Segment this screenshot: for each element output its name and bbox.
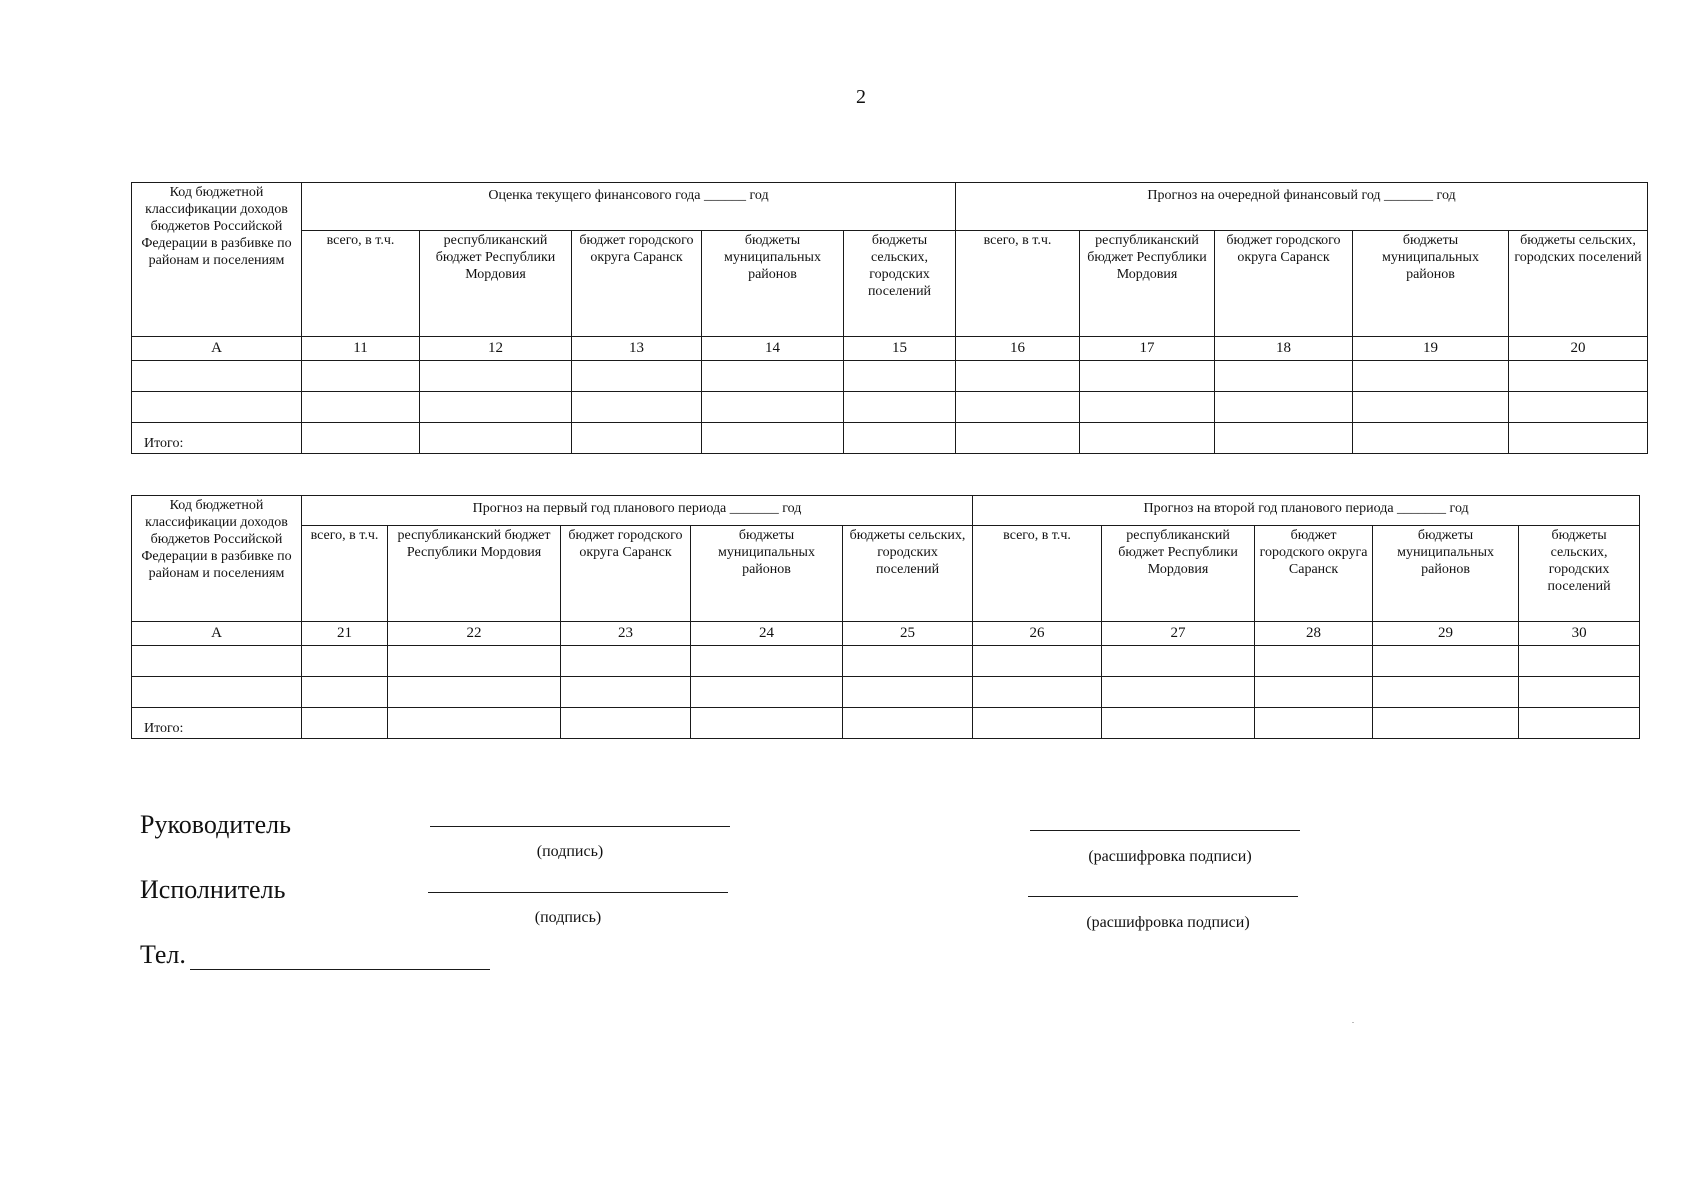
column-number: 11	[302, 337, 420, 361]
group-header-current-year: Оценка текущего финансового года ______ год	[302, 183, 956, 231]
column-number: 20	[1509, 337, 1648, 361]
phone-label: Тел.	[140, 940, 186, 969]
column-header: бюджет городского округа Саранск	[561, 526, 691, 622]
executor-decoding-line[interactable]	[1028, 896, 1298, 897]
group-header-first-planning-year: Прогноз на первый год планового периода _______ год	[302, 496, 973, 526]
budget-table-planning-period	[131, 495, 1640, 739]
total-label: Итого:	[132, 423, 302, 454]
column-header: бюджеты сельских, городских поселений	[844, 231, 956, 337]
table-row	[132, 677, 1640, 708]
code-header: Код бюджетной классификации доходов бюджетов Российской Федерации в разбивке по районам и поселениям	[132, 183, 302, 337]
executor-label: Исполнитель	[140, 875, 286, 904]
column-number: 17	[1080, 337, 1215, 361]
column-number: 29	[1373, 622, 1519, 646]
column-number: 21	[302, 622, 388, 646]
column-header: бюджет городского округа Саранск	[1255, 526, 1373, 622]
table-row	[132, 646, 1640, 677]
column-number: 30	[1519, 622, 1640, 646]
column-number: А	[132, 337, 302, 361]
total-row	[132, 423, 1648, 454]
column-number: 23	[561, 622, 691, 646]
column-header: всего, в т.ч.	[302, 231, 420, 337]
group-header-second-planning-year: Прогноз на второй год планового периода _______ год	[973, 496, 1640, 526]
total-row	[132, 708, 1640, 739]
column-header: бюджеты муниципальных районов	[1353, 231, 1509, 337]
executor-signature-caption: (подпись)	[534, 909, 602, 926]
column-header: бюджеты муниципальных районов	[691, 526, 843, 622]
column-header: бюджеты муниципальных районов	[1373, 526, 1519, 622]
column-number: 25	[843, 622, 973, 646]
code-header: Код бюджетной классификации доходов бюджетов Российской Федерации в разбивке по районам и поселениям	[132, 496, 302, 622]
table-row	[132, 392, 1648, 423]
head-label: Руководитель	[140, 810, 291, 839]
table-row	[132, 361, 1648, 392]
column-number: 22	[388, 622, 561, 646]
column-number: 28	[1255, 622, 1373, 646]
column-header: всего, в т.ч.	[956, 231, 1080, 337]
column-number: 14	[702, 337, 844, 361]
head-decoding-line[interactable]	[1030, 830, 1300, 831]
column-number: 26	[973, 622, 1102, 646]
total-label: Итого:	[132, 708, 302, 739]
column-number: 18	[1215, 337, 1353, 361]
group-header-next-year: Прогноз на очередной финансовый год _______ год	[956, 183, 1648, 231]
column-header: бюджеты сельских, городских поселений	[843, 526, 973, 622]
page-number: 2	[856, 86, 866, 108]
executor-signature-line[interactable]	[428, 892, 728, 893]
column-header: бюджеты муниципальных районов	[702, 231, 844, 337]
column-number: 19	[1353, 337, 1509, 361]
head-signature-caption: (подпись)	[536, 843, 604, 860]
column-header: республиканский бюджет Республики Мордовия	[1080, 231, 1215, 337]
scan-speck	[1352, 1022, 1354, 1023]
column-number: 16	[956, 337, 1080, 361]
head-decoding-caption: (расшифровка подписи)	[1088, 848, 1252, 865]
column-number: 24	[691, 622, 843, 646]
column-number: А	[132, 622, 302, 646]
column-number: 13	[572, 337, 702, 361]
column-header: бюджет городского округа Саранск	[572, 231, 702, 337]
column-number: 12	[420, 337, 572, 361]
column-header: республиканский бюджет Республики Мордовия	[420, 231, 572, 337]
column-number: 15	[844, 337, 956, 361]
column-number: 27	[1102, 622, 1255, 646]
column-header: всего, в т.ч.	[973, 526, 1102, 622]
column-header: бюджеты сельских, городских поселений	[1509, 231, 1648, 337]
column-header: всего, в т.ч.	[302, 526, 388, 622]
column-header: республиканский бюджет Республики Мордовия	[388, 526, 561, 622]
phone-line[interactable]	[190, 969, 490, 970]
budget-table-current-and-next-year	[131, 182, 1648, 454]
column-header: бюджеты сельских, городских поселений	[1519, 526, 1640, 622]
head-signature-line[interactable]	[430, 826, 730, 827]
column-header: бюджет городского округа Саранск	[1215, 231, 1353, 337]
executor-decoding-caption: (расшифровка подписи)	[1086, 914, 1250, 931]
column-header: республиканский бюджет Республики Мордовия	[1102, 526, 1255, 622]
